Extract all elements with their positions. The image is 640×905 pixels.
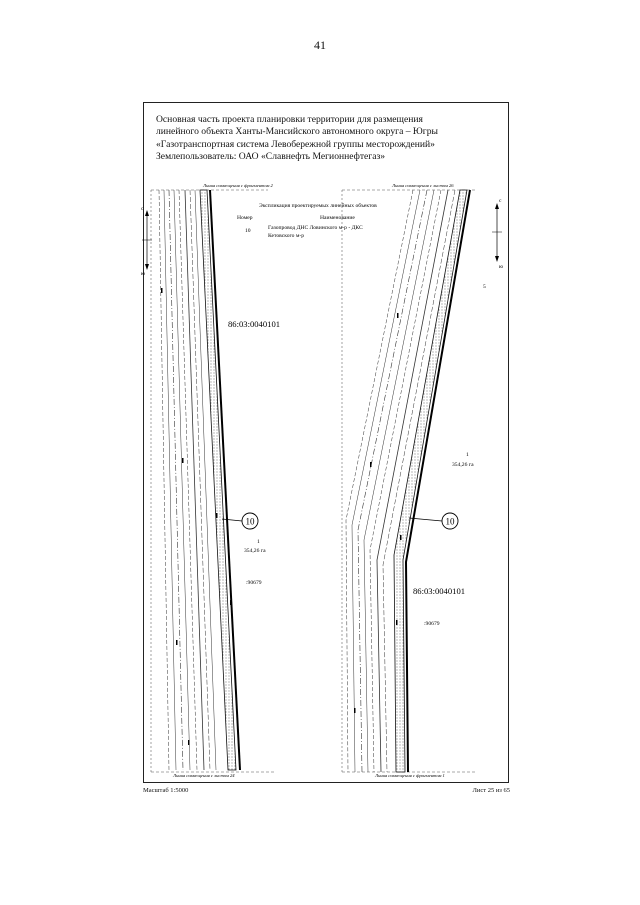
header-line-4: Землепользователь: ОАО «Славнефть Мегионнефтегаз»: [156, 151, 386, 163]
header-line-1: Основная часть проекта планировки территории для размещения: [156, 114, 423, 125]
right-pipeline-strip: [394, 190, 467, 772]
legend-row-name-2: Кетовского м-р: [268, 233, 305, 239]
right-object-marker-label: 10: [445, 516, 455, 527]
right-cadastral-number: 86:03:0040101: [413, 586, 466, 596]
left-area-number: 1: [257, 539, 260, 545]
left-parcel-id: :90679: [246, 580, 262, 586]
legend-row-number: 10: [245, 228, 251, 234]
sheet-label: Лист 25 из 65: [472, 787, 510, 794]
left-marker-leader: [222, 519, 242, 521]
right-quarter-label: 5: [483, 284, 486, 290]
scale-label: Масштаб 1:5000: [143, 787, 189, 794]
legend: [237, 202, 377, 239]
left-bottom-caption: Линия совмещения с листом 24: [173, 773, 235, 778]
page-number: 41: [314, 38, 326, 52]
left-object-marker-label: 10: [245, 516, 255, 527]
right-parcel-id: :90679: [424, 621, 440, 627]
legend-col-name: Наименование: [320, 215, 355, 221]
header-line-2: линейного объекта Ханты-Мансийского автономного округа – Югры: [156, 126, 438, 138]
legend-col-number: Номер: [237, 215, 253, 221]
south-label-right: ю: [499, 264, 504, 270]
legend-row-name-1: Газопровод ДНС Ловинского м-р - ДКС: [268, 225, 363, 231]
header-line-3: «Газотранспортная система Левобережной группы месторождений»: [156, 138, 435, 150]
right-area-value: 354,26 га: [452, 462, 474, 468]
right-area-number: 1: [466, 452, 469, 458]
south-label-left: ю: [141, 271, 146, 277]
north-label-left: с: [141, 206, 144, 212]
left-cadastral-number: 86:03:0040101: [228, 319, 281, 329]
right-top-caption: Линия совмещения с листом 26: [392, 183, 454, 188]
north-label-right: с: [499, 198, 502, 204]
north-arrow-icon-right: [492, 203, 502, 262]
right-pickets: [354, 313, 402, 713]
left-top-caption: Линия совмещения с фрагментом 2: [203, 183, 273, 188]
north-arrow-icon-left: [142, 210, 152, 270]
right-bottom-caption: Линия совмещения с фрагментом 1: [375, 773, 445, 778]
left-area-value: 354,26 га: [244, 548, 266, 554]
legend-title: Экспликация проектируемых линейных объектов: [259, 203, 377, 209]
